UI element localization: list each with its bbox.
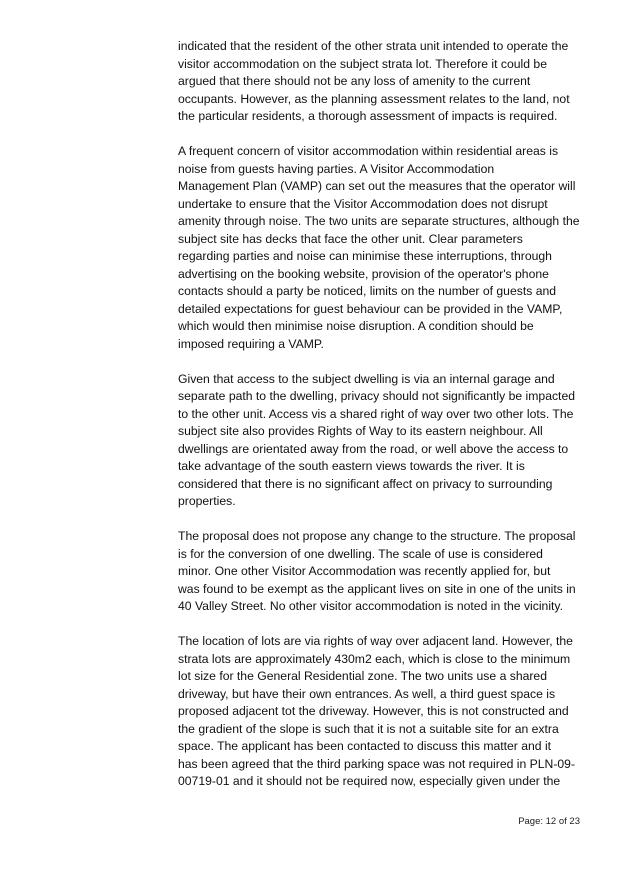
text-line: indicated that the resident of the other strata unit intended to operate the [178, 39, 569, 53]
text-line: lot size for the General Residential zone. The two units use a shared [178, 669, 547, 683]
text-line: argued that there should not be any loss of amenity to the current [178, 74, 531, 88]
text-line: strata lots are approximately 430m2 each, which is close to the minimum [178, 651, 571, 666]
text-line: space. The applicant has been contacted to discuss this matter and it [178, 739, 552, 753]
text-line: 00719-01 and it should not be required now, especially given under the [178, 774, 561, 788]
text-line: the gradient of the slope is such that it is not a suitable site for an extra [178, 721, 559, 736]
text-line: Given that access to the subject dwelling is via an internal garage and [178, 371, 555, 386]
document-body [178, 38, 580, 808]
text-line: which would then minimise noise disruption. A condition should be [178, 319, 534, 333]
text-line: The location of lots are via rights of way over adjacent land. However, the [178, 634, 573, 648]
text-line: undertake to ensure that the Visitor Accommodation does not disrupt [178, 196, 548, 211]
text-line: noise from guests having parties. A Visitor Accommodation [178, 161, 495, 176]
text-line: contacts should a party be noticed, limits on the number of guests and [178, 284, 557, 298]
text-line: was found to be exempt as the applicant lives on site in one of the units in [178, 581, 576, 596]
text-line: A frequent concern of visitor accommodation within residential areas is [178, 144, 559, 158]
text-line: proposed adjacent tot the driveway. However, this is not constructed and [178, 704, 569, 718]
paragraph-resident-amenity [178, 38, 580, 126]
text-line: Management Plan (VAMP) can set out the measures that the operator will [178, 179, 576, 193]
paragraph-noise-vamp [178, 143, 580, 353]
text-line: dwellings are orientated away from the road, or well above the access to [178, 441, 569, 456]
text-line: imposed requiring a VAMP. [178, 336, 324, 351]
text-line: The proposal does not propose any change to the structure. The proposal [178, 529, 576, 543]
text-line: considered that there is no significant affect on privacy to surrounding [178, 476, 553, 491]
text-line: is for the conversion of one dwelling. The scale of use is considered [178, 546, 543, 561]
text-line: to the other unit. Access vis a shared right of way over two other lots. The [178, 406, 574, 421]
text-line: minor. One other Visitor Accommodation was recently applied for, but [178, 564, 551, 578]
paragraph-scale-of-use [178, 528, 580, 616]
text-line: subject site also provides Rights of Way to its eastern neighbour. All [178, 424, 543, 438]
paragraph-privacy [178, 371, 580, 511]
text-line: driveway, but have their own entrances. As well, a third guest space is [178, 686, 556, 701]
text-line: subject site has decks that face the other unit. Clear parameters [178, 231, 523, 246]
text-line: has been agreed that the third parking space was not required in PLN-09- [178, 756, 576, 771]
text-line: detailed expectations for guest behaviour can be provided in the VAMP, [178, 301, 563, 316]
text-line: amenity through noise. The two units are separate structures, although the [178, 214, 580, 228]
text-line: regarding parties and noise can minimise these interruptions, through [178, 249, 552, 263]
text-line: properties. [178, 494, 236, 508]
text-line: visitor accommodation on the subject strata lot. Therefore it could be [178, 56, 547, 71]
text-line: the particular residents, a thorough assessment of impacts is required. [178, 109, 558, 123]
text-line: advertising on the booking website, provision of the operator's phone [178, 266, 549, 281]
text-line: separate path to the dwelling, privacy should not significantly be impacted [178, 389, 576, 403]
text-line: occupants. However, as the planning assessment relates to the land, not [178, 91, 570, 106]
text-line: take advantage of the south eastern views towards the river. It is [178, 459, 525, 473]
paragraph-lot-location [178, 633, 580, 791]
text-line: 40 Valley Street. No other visitor accommodation is noted in the vicinity. [178, 599, 563, 613]
page-number: Page: 12 of 23 [518, 816, 580, 827]
